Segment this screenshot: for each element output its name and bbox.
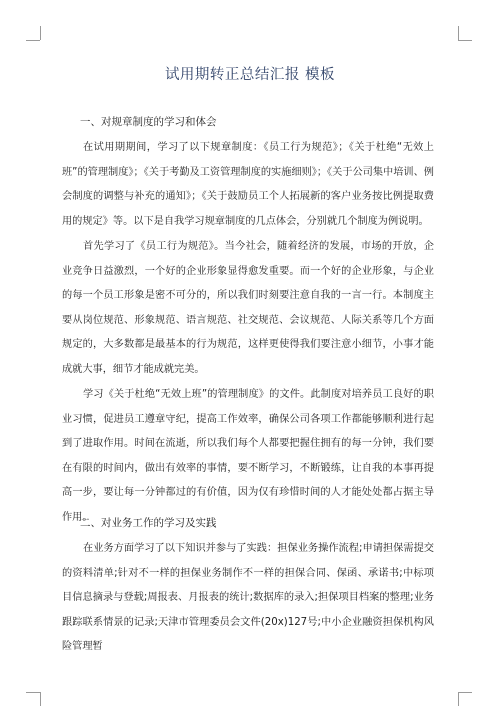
paragraph: 首先学习了《员工行为规范》。当今社会，随着经济的发展，市场的开放，企业竞争日益激烈，一个好的企业形象显得愈发重要。而一个好的企业形象，与企业的每一个员工形象是密不可分的，所以我们时刻要注意自我的一言一行。本制度主要从岗位规范、形象规范、语言规范、社交规范、会议规范、人际关系等几个方面规定的，大多数都是最基本的行为规范，这样更使得我们要注意小细节，小事才能成就大事，细节才能成就完美。 <box>62 241 434 375</box>
crop-mark-top-left-h <box>26 40 40 41</box>
crop-mark-top-right-v <box>458 26 459 40</box>
section-heading-rules: 一、对规章制度的学习和体会 <box>80 116 217 128</box>
paragraph: 学习《关于杜绝“无效上班”的管理制度》的文件。此制度对培养员工良好的职业习惯，促进员工遵章守纪，提高工作效率，确保公司各项工作都能够顺利进行起到了进取作用。时间在流逝，所以我们每个人都要把握住拥有的每一分钟，我们要在有限的时间内，做出有效率的事情，要不断学习，不断锻练，让自我的本事再提高一步，要让每一分钟都过的有价值，因为仅有珍惜时间的人才能处处都占据主导作用。 <box>62 389 434 523</box>
paragraph: 在试用期期间，学习了以下规章制度：《员工行为规范》；《关于杜绝“无效上班”的管理制度》；《关于考勤及工资管理制度的实施细则》；《关于公司集中培训、例会制度的调整与补充的通知》；《关于鼓励员工个人拓展新的客户业务按比例提取费用的规定》等。以下是自我学习规章制度的几点体会，分别就几个制度为例说明。 <box>62 142 434 227</box>
paragraph: 在业务方面学习了以下知识并参与了实践：担保业务操作流程;申请担保需提交的资料清单;针对不一样的担保业务制作不一样的担保合同、保函、承诺书;中标项目信息摘录与登载;周报表、月报表的统计;数据库的录入;担保项目档案的整理;业务跟踪联系情景的记录;天津市管理委员会文件(20x)127号;中小企业融资担保机构风险管理暂 <box>62 543 434 653</box>
crop-mark-bottom-right-v <box>458 692 459 706</box>
crop-mark-bottom-left-h <box>26 692 40 693</box>
crop-mark-top-right-h <box>458 40 472 41</box>
crop-mark-top-left-v <box>40 26 41 40</box>
document-title: 试用期转正总结汇报 模板 <box>164 67 336 83</box>
crop-mark-bottom-left-v <box>40 692 41 706</box>
section-heading-business: 二、对业务工作的学习及实践 <box>80 517 217 529</box>
crop-mark-bottom-right-h <box>458 692 472 693</box>
